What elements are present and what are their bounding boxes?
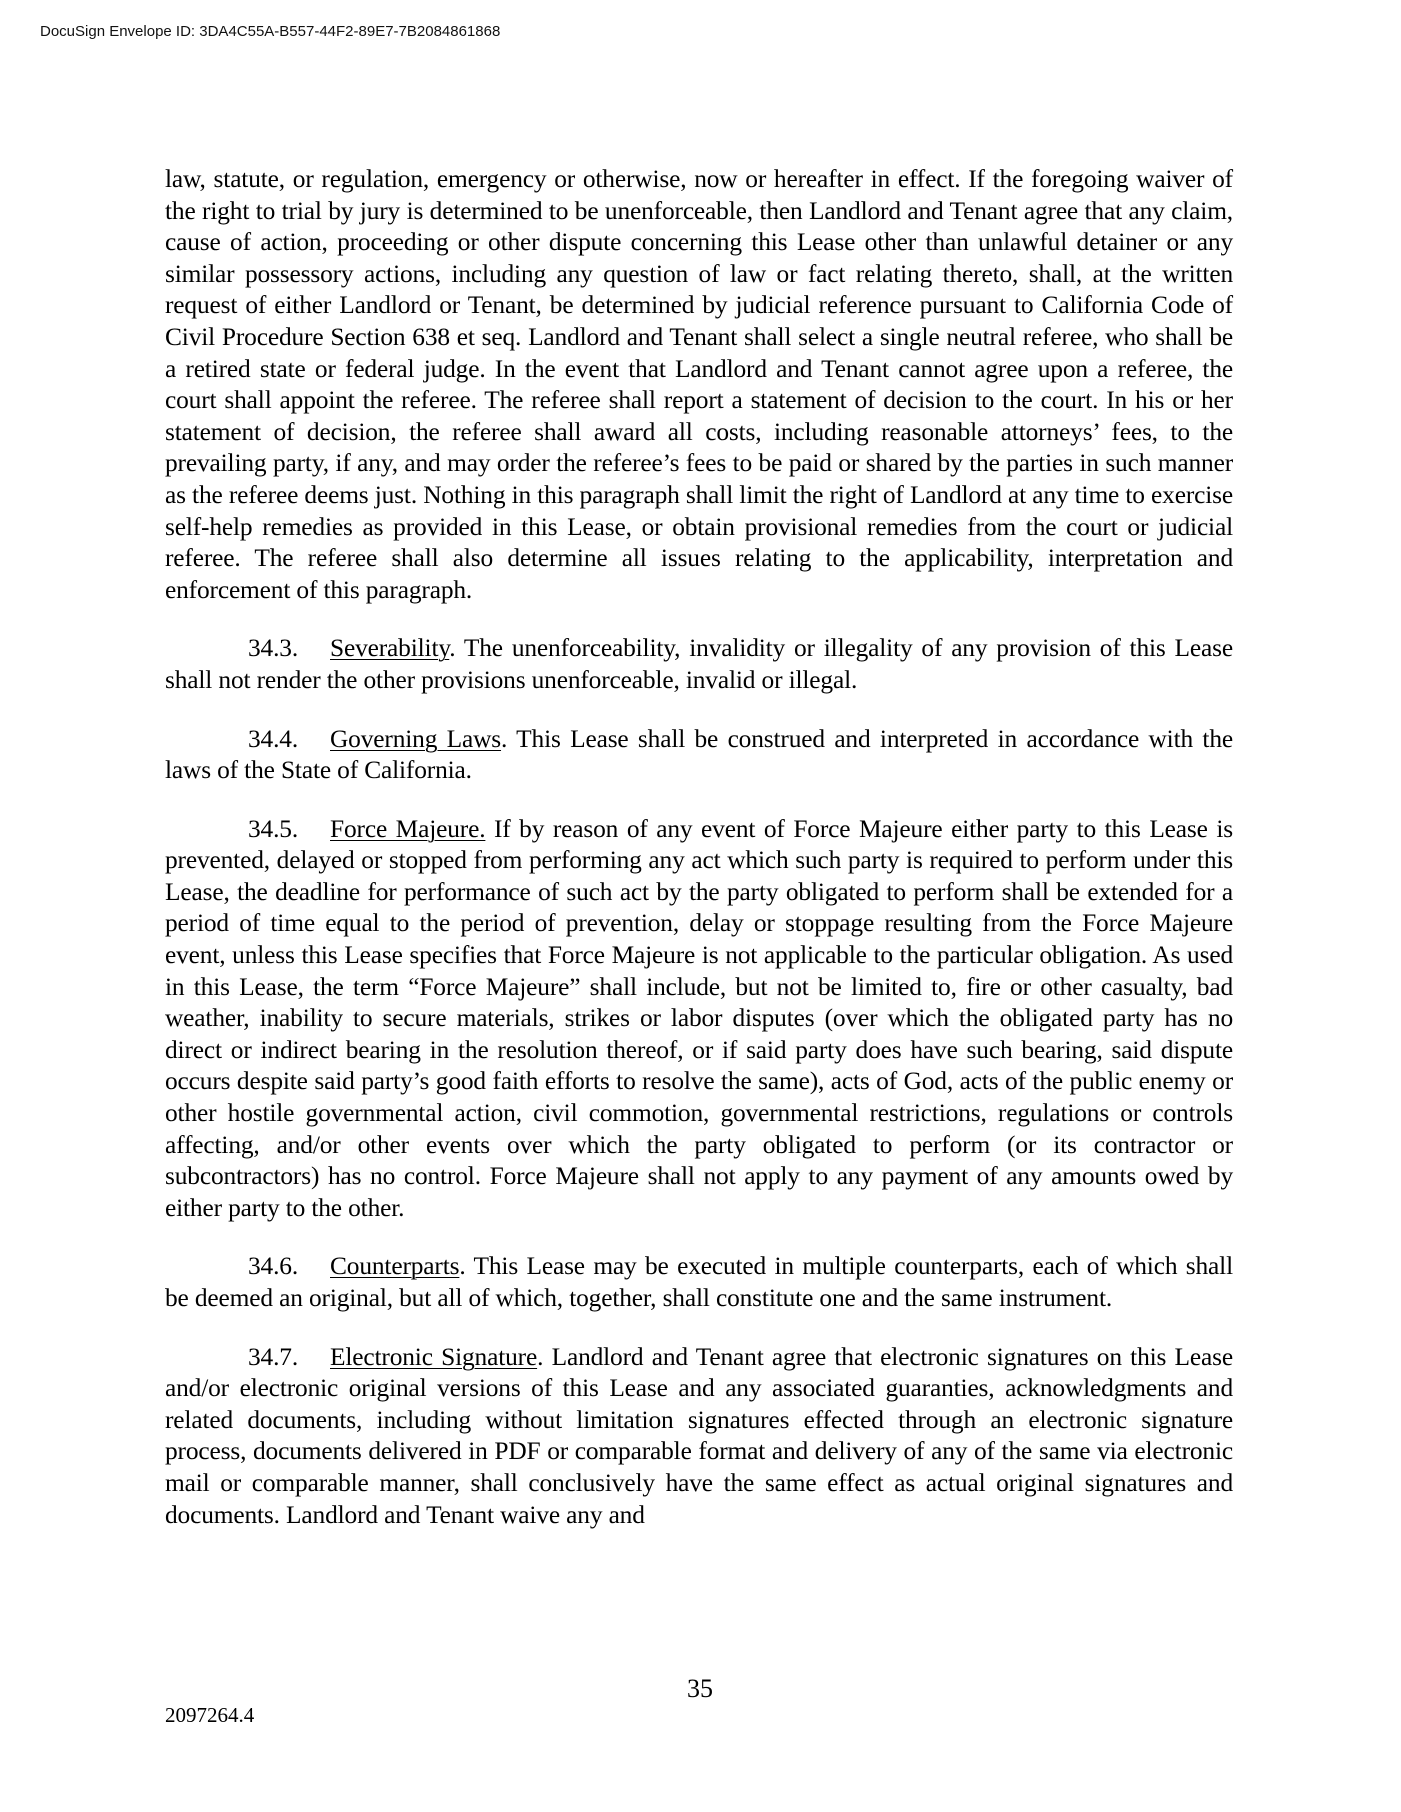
section-text: The unenforceability, invalidity or illegality of any provision of this Lease shall not render the other provisions unenforceable, invalid or illegal.	[165, 634, 1233, 694]
section-34-6	[165, 1251, 1233, 1314]
section-number: 34.7.	[248, 1342, 299, 1371]
section-34-5	[165, 814, 1233, 1225]
section-title: Electronic Signature	[330, 1342, 538, 1371]
section-34-4	[165, 724, 1233, 787]
section-number: 34.6.	[248, 1252, 299, 1281]
section-text: Landlord and Tenant agree that electronic signatures on this Lease and/or electronic original versions of this Lease and any associated guaranties, acknowledgments and related documents, including without limitation signatures effected through an electronic signature process, documents delivered in PDF or comparable format and delivery of any of the same via electronic mail or comparable manner, shall conclusively have the same effect as actual original signatures and documents. Landlord and Tenant waive any and	[165, 1342, 1233, 1529]
section-text: This Lease may be executed in multiple counterparts, each of which shall be deemed an original, but all of which, together, shall constitute one and the same instrument.	[165, 1252, 1233, 1312]
document-body	[165, 164, 1233, 1558]
section-34-3	[165, 633, 1233, 696]
section-title-suffix: .	[537, 1342, 544, 1371]
section-number: 34.4.	[248, 724, 299, 753]
section-title: Counterparts	[330, 1252, 460, 1281]
section-text: If by reason of any event of Force Majeure either party to this Lease is prevented, delayed or stopped from performing any act which such party is required to perform under this Lease, the deadline for performance of such act by the party obligated to perform shall be extended for a period of time equal to the period of prevention, delay or stoppage resulting from the Force Majeure event, unless this Lease specifies that Force Majeure is not applicable to the particular obligation. As used in this Lease, the term “Force Majeure” shall include, but not be limited to, fire or other casualty, bad weather, inability to secure materials, strikes or labor disputes (over which the obligated party has no direct or indirect bearing in the resolution thereof, or if said party does have such bearing, said dispute occurs despite said party’s good faith efforts to resolve the same), acts of God, acts of the public enemy or other hostile governmental action, civil commotion, governmental restrictions, regulations or controls affecting, and/or other events over which the party obligated to perform (or its contractor or subcontractors) has no control. Force Majeure shall not apply to any payment of any amounts owed by either party to the other.	[165, 814, 1233, 1222]
section-title: Severability	[330, 634, 450, 663]
section-title-suffix: .	[449, 634, 456, 663]
section-title-suffix: .	[501, 724, 508, 753]
page-number: 35	[687, 1674, 713, 1703]
continuation-paragraph: law, statute, or regulation, emergency or otherwise, now or hereafter in effect. If the foregoing waiver of the right to trial by jury is determined to be unenforceable, then Landlord and Tenant agree that any claim, cause of action, proceeding or other dispute concerning this Lease other than unlawful detainer or any similar possessory actions, including any question of law or fact relating thereto, shall, at the written request of either Landlord or Tenant, be determined by judicial reference pursuant to California Code of Civil Procedure Section 638 et seq. Landlord and Tenant shall select a single neutral referee, who shall be a retired state or federal judge. In the event that Landlord and Tenant cannot agree upon a referee, the court shall appoint the referee. The referee shall report a statement of decision to the court. In his or her statement of decision, the referee shall award all costs, including reasonable attorneys’ fees, to the prevailing party, if any, and may order the referee’s fees to be paid or shared by the parties in such manner as the referee deems just. Nothing in this paragraph shall limit the right of Landlord at any time to exercise self-help remedies as provided in this Lease, or obtain provisional remedies from the court or judicial referee. The referee shall also determine all issues relating to the applicability, interpretation and enforcement of this paragraph.	[165, 165, 1233, 604]
docusign-envelope-id: DocuSign Envelope ID: 3DA4C55A-B557-44F2-89E7-7B2084861868	[40, 23, 501, 40]
document-number: 2097264.4	[165, 1703, 255, 1727]
section-title-suffix: .	[459, 1252, 466, 1281]
section-number: 34.5.	[248, 814, 299, 843]
section-title: Force Majeure.	[330, 814, 486, 843]
section-number: 34.3.	[248, 634, 299, 663]
section-34-7	[165, 1342, 1233, 1532]
section-title: Governing Laws	[330, 724, 502, 753]
section-text: This Lease shall be construed and interpreted in accordance with the laws of the State of California.	[165, 724, 1233, 785]
